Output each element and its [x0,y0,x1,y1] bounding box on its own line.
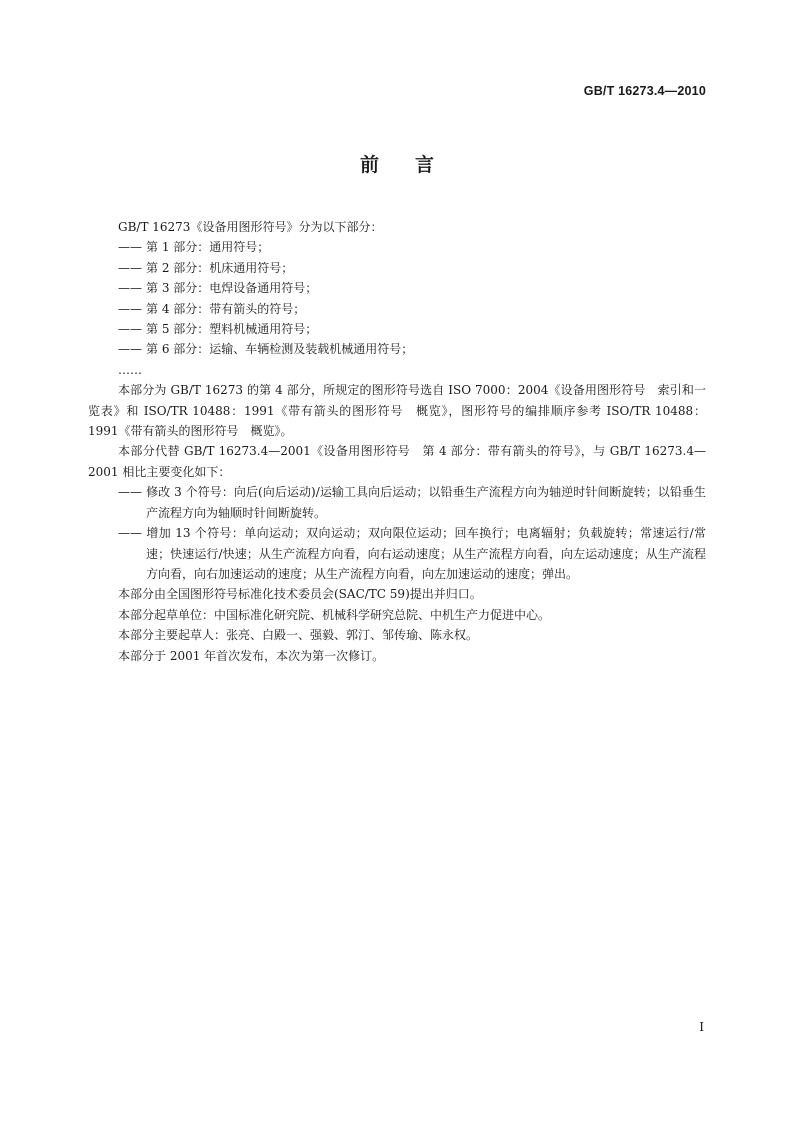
dash-marker: —— [118,342,142,357]
dash-marker: —— [118,240,142,255]
change-text: 修改 3 个符号：向后(向后运动)/运输工具向后运动；以铅垂生产流程方向为轴逆时针间断旋转；以铅垂生产流程方向为轴顺时针间断旋转。 [146,485,706,520]
part-list-ellipsis: …… [118,362,142,377]
part-text: 第 1 部分：通用符号； [146,240,270,255]
part-text: 第 4 部分：带有箭头的符号； [146,301,306,316]
replaces-paragraph: 本部分代替 GB/T 16273.4—2001《设备用图形符号 第 4 部分：带有箭头的符号》，与 GB/T 16273.4—2001 相比主要变化如下： [88,444,706,479]
part-list-item [88,278,706,298]
part-list-item [88,237,706,257]
part-text: 第 5 部分：塑料机械通用符号； [146,322,318,337]
dash-marker: —— [118,260,142,275]
part-text: 第 6 部分：运输、车辆检测及装载机械通用符号； [146,342,414,357]
part-text: 第 3 部分：电焊设备通用符号； [146,281,318,296]
history-paragraph: 本部分于 2001 年首次发布，本次为第一次修订。 [118,648,385,663]
change-text: 增加 13 个符号：单向运动；双向运动；双向限位运动；回车换行；电离辐射；负载旋转；常速运行/常速；快速运行/快速；从生产流程方向看，向右运动速度；从生产流程方向看，向左运动速度；从生产流程方向看，向右加速运动的速度；从生产流程方向看，向左加速运动的速度；弹出。 [146,526,706,581]
part-list-item [88,258,706,278]
change-list-item [88,523,706,584]
drafting-units-paragraph: 本部分起草单位：中国标准化研究院、机械科学研究总院、中机生产力促进中心。 [118,607,551,622]
drafters-paragraph: 本部分主要起草人：张亮、白殿一、强毅、郭汀、邹传瑜、陈永权。 [118,628,479,643]
dash-marker: —— [118,301,142,316]
intro-paragraph: GB/T 16273《设备用图形符号》分为以下部分： [118,220,383,234]
foreword-body [88,217,706,666]
part-list-item [88,319,706,339]
part-list-item [88,299,706,319]
page-title: 前言 [359,154,470,176]
part-list-item [88,339,706,359]
dash-marker: —— [118,485,142,500]
source-paragraph: 本部分为 GB/T 16273 的第 4 部分，所规定的图形符号选自 ISO 7000：2004《设备用图形符号 索引和一览表》和 ISO/TR 10488：1991《带有箭头的图形符号 概览》，图形符号的编排顺序参考 ISO/TR 10488：1991《带有箭头的图形符号 概览》。 [88,383,706,439]
proposed-paragraph: 本部分由全国图形符号标准化技术委员会(SAC/TC 59)提出并归口。 [118,587,482,602]
dash-marker: —— [118,281,142,296]
dash-marker: —— [118,322,142,337]
standard-number: GB/T 16273.4—2010 [583,84,706,98]
page-number: Ⅰ [699,1020,704,1034]
dash-marker: —— [118,526,142,541]
change-list-item [88,482,706,523]
part-text: 第 2 部分：机床通用符号； [146,260,294,275]
